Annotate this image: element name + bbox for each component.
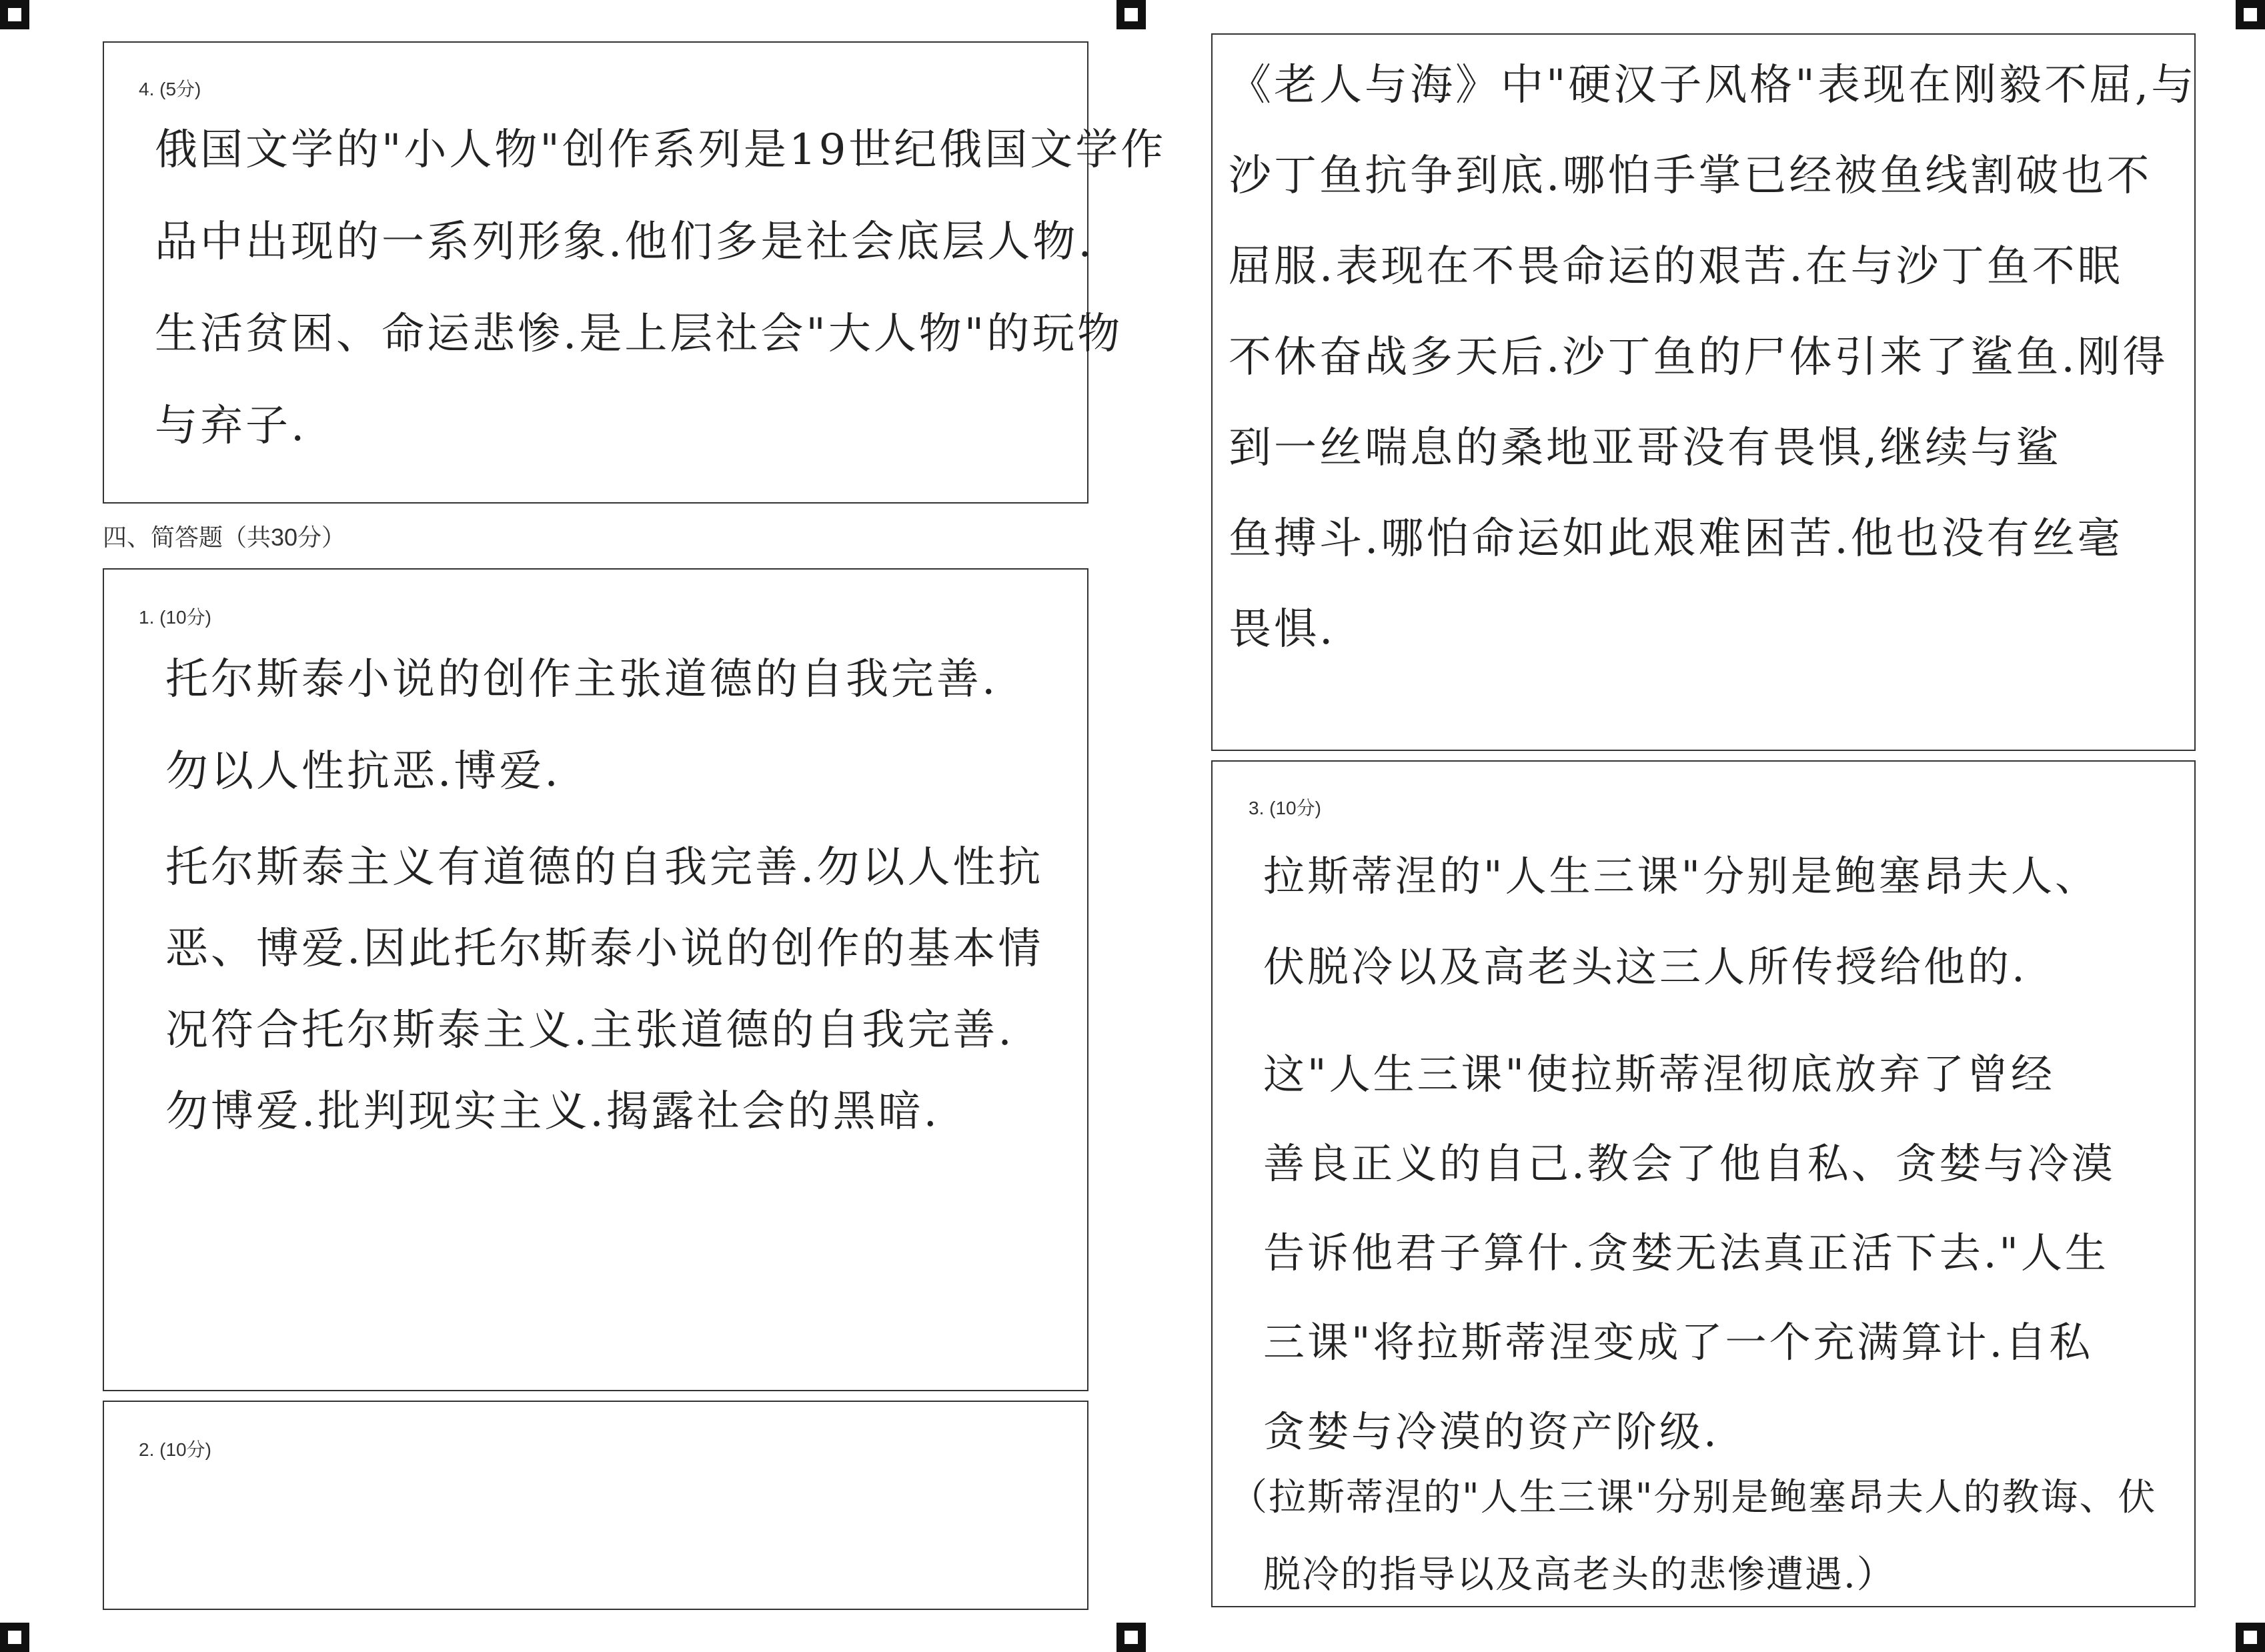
answer-line: 恶、博爱.因此托尔斯泰小说的创作的基本情 <box>165 924 1044 974</box>
answer-line: 到一丝喘息的桑地亚哥没有畏惧,继续与鲨 <box>1229 424 2062 473</box>
answer-line: 勿博爱.批判现实主义.揭露社会的黑暗. <box>165 1087 940 1136</box>
answer-line: 与弃子. <box>155 401 307 451</box>
answer-line: 托尔斯泰小说的创作主张道德的自我完善. <box>165 655 998 704</box>
answer-line: 屈服.表现在不畏命运的艰苦.在与沙丁鱼不眠 <box>1229 242 2123 291</box>
handwritten-answer-para1 <box>1263 831 2099 1012</box>
fiducial-marker-top-middle <box>1116 0 1146 29</box>
answer-line: 俄国文学的"小人物"创作系列是19世纪俄国文学作 <box>155 125 1167 175</box>
answer-line: 品中出现的一系列形象.他们多是社会底层人物. <box>155 217 1094 267</box>
handwritten-answer-para3 <box>1230 1459 2157 1614</box>
question-label: 3. (10分) <box>1249 798 1321 818</box>
answer-line: 三课"将拉斯蒂涅变成了一个充满算计.自私 <box>1263 1318 2094 1367</box>
answer-line: 善良正义的自己.教会了他自私、贪婪与冷漠 <box>1263 1139 2116 1188</box>
answer-line: 拉斯蒂涅的"人生三课"分别是鲍塞昂夫人、 <box>1263 852 2100 900</box>
answer-box-s2-label <box>103 1401 1088 1610</box>
question-label: 1. (10分) <box>139 607 211 628</box>
handwritten-answer-para1 <box>165 634 998 818</box>
handwritten-answer-para2 <box>1263 1030 2116 1477</box>
answer-line: 《老人与海》中"硬汉子风格"表现在刚毅不屈,与 <box>1229 61 2197 110</box>
answer-box-s1 <box>103 568 1088 1391</box>
answer-line: 脱冷的指导以及高老头的悲惨遭遇.） <box>1263 1553 1896 1597</box>
fiducial-marker-top-left <box>0 0 29 29</box>
answer-line: 这"人生三课"使拉斯蒂涅彻底放弃了曾经 <box>1263 1050 2056 1098</box>
answer-line: 鱼搏斗.哪怕命运如此艰难困苦.他也没有丝毫 <box>1229 514 2123 564</box>
answer-line: 生活贫困、命运悲惨.是上层社会"大人物"的玩物 <box>155 309 1123 359</box>
handwritten-answer <box>155 104 1166 472</box>
answer-line: 勿以人性抗恶.博爱. <box>165 747 561 796</box>
section-title: 四、简答题（共30分） <box>103 524 346 551</box>
fiducial-marker-top-right <box>2236 0 2265 29</box>
answer-line: 告诉他君子算什.贪婪无法真正活下去."人生 <box>1263 1228 2109 1277</box>
question-label: 4. (5分) <box>139 79 201 99</box>
answer-line: 沙丁鱼抗争到底.哪怕手掌已经被鱼线割破也不 <box>1229 151 2152 201</box>
answer-line: （拉斯蒂涅的"人生三课"分别是鲍塞昂夫人的教诲、伏 <box>1230 1476 2157 1519</box>
answer-line: 况符合托尔斯泰主义.主张道德的自我完善. <box>165 1006 1014 1055</box>
answer-line: 畏惧. <box>1229 605 1336 654</box>
fiducial-marker-bottom-middle <box>1116 1623 1146 1652</box>
answer-box-q4 <box>103 41 1167 504</box>
handwritten-answer-para2 <box>165 827 1043 1152</box>
answer-box-s2-content <box>1211 33 2196 751</box>
answer-box-s3 <box>1211 760 2196 1607</box>
fiducial-marker-bottom-right <box>2236 1623 2265 1652</box>
fiducial-marker-bottom-left <box>0 1623 29 1652</box>
answer-line: 托尔斯泰主义有道德的自我完善.勿以人性抗 <box>165 843 1044 892</box>
answer-line: 不休奋战多天后.沙丁鱼的尸体引来了鲨鱼.刚得 <box>1229 333 2168 382</box>
handwritten-answer <box>1229 40 2196 675</box>
question-label: 2. (10分) <box>139 1439 211 1460</box>
answer-line: 贪婪与冷漠的资产阶级. <box>1263 1407 1719 1456</box>
answer-line: 伏脱冷以及高老头这三人所传授给他的. <box>1263 942 2028 991</box>
